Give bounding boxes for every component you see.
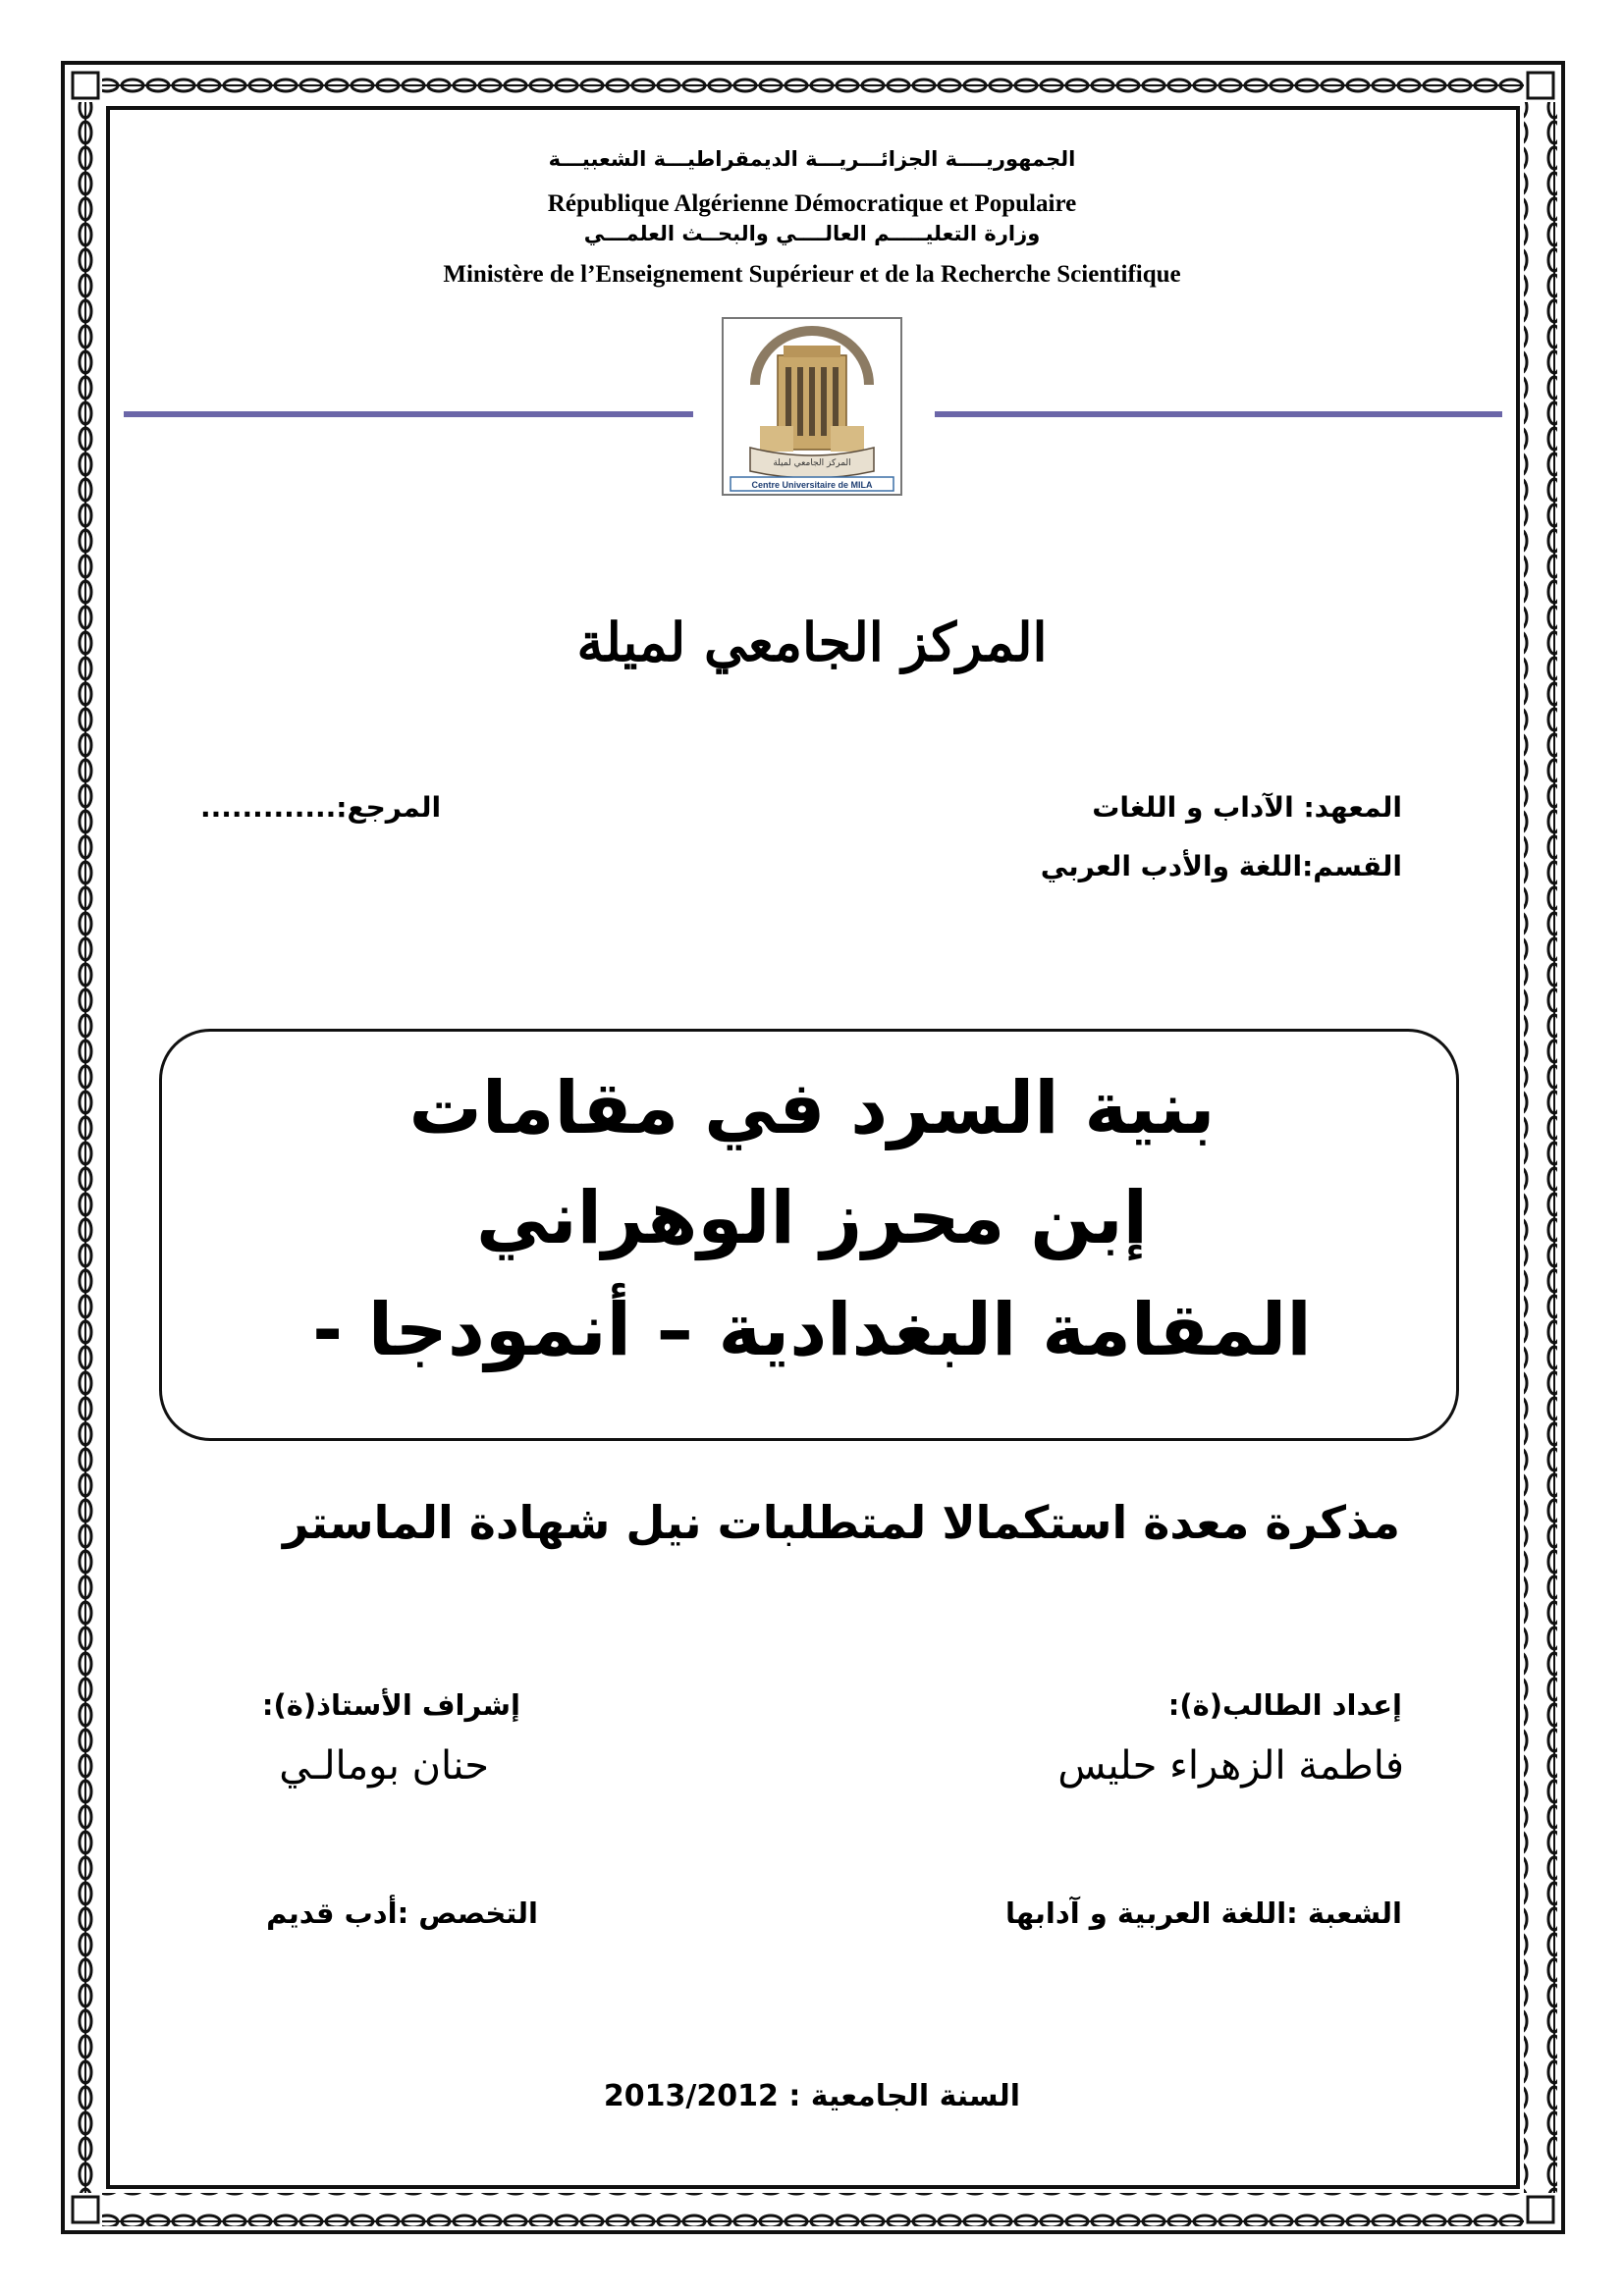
logo-caption: Centre Universitaire de MILA bbox=[751, 480, 873, 490]
academic-year-label: السنة الجامعية : bbox=[788, 2079, 1021, 2113]
republic-arabic: الجمهوريــــة الجزائـــريـــة الديمقراطيـــة الشعبيـــة bbox=[548, 147, 1076, 171]
academic-year bbox=[0, 2079, 1624, 2113]
department-field: القسم:اللغة والأدب العربي bbox=[1040, 850, 1402, 882]
title-line-3: المقامة البغدادية – أنمودجا - bbox=[312, 1288, 1312, 1372]
reference-field: المرجع:............. bbox=[200, 791, 442, 824]
logo-banner-text: المركز الجامعي لميلة bbox=[773, 458, 851, 468]
academic-year-value: 2013/2012 bbox=[603, 2079, 779, 2113]
specialty-field: التخصص :أدب قديم bbox=[266, 1896, 538, 1930]
university-logo bbox=[721, 316, 903, 497]
title-line-1: بنية السرد في مقامات bbox=[408, 1066, 1216, 1150]
divider-left bbox=[124, 411, 693, 417]
institution-name: المركز الجامعي لميلة bbox=[576, 611, 1048, 673]
republic-french: République Algérienne Démocratique et Populaire bbox=[547, 190, 1077, 217]
branch-field: الشعبة :اللغة العربية و آدابها bbox=[1004, 1896, 1402, 1930]
divider-right bbox=[935, 411, 1502, 417]
prepared-by-label: إعداد الطالب(ة): bbox=[1167, 1688, 1402, 1722]
ministry-arabic: وزارة التعليـــــم العالــــي والبحــث العلمـــي bbox=[583, 222, 1041, 245]
supervisor-label: إشراف الأستاذ(ة): bbox=[261, 1688, 520, 1722]
thesis-note: مذكرة معدة استكمالا لمتطلبات نيل شهادة الماستر bbox=[282, 1496, 1400, 1549]
institute-field: المعهد: الآداب و اللغات bbox=[1092, 791, 1402, 824]
student-name: فاطمة الزهراء حليس bbox=[1057, 1743, 1404, 1789]
supervisor-name: حنان بومالـي bbox=[279, 1743, 489, 1789]
title-line-2: إبن محرز الوهراني bbox=[476, 1176, 1148, 1260]
ministry-french: Ministère de l’Enseignement Supérieur et de la Recherche Scientifique bbox=[443, 261, 1181, 288]
